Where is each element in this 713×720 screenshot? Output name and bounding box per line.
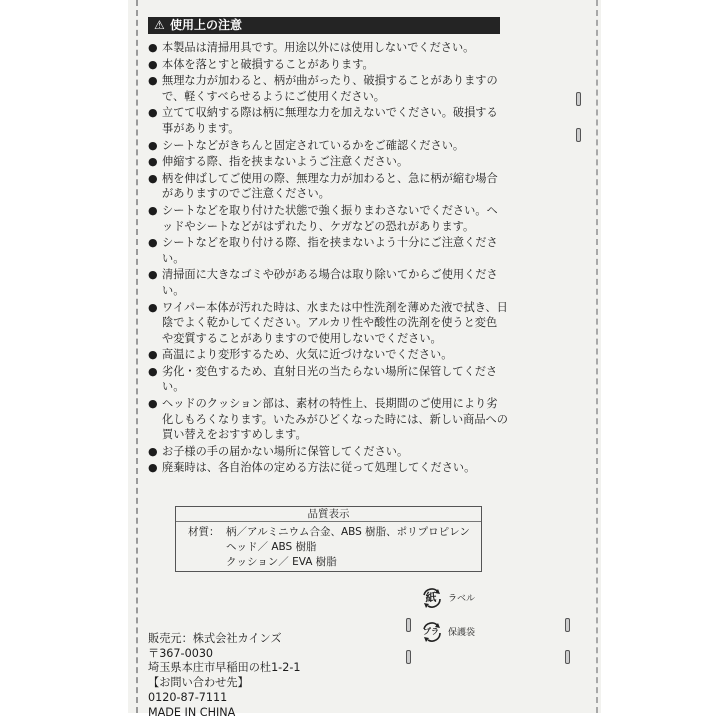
perforation-line-left: [136, 0, 138, 713]
caution-text: 廃棄時は、各自治体の定める方法に従って処理してください。: [162, 461, 476, 475]
inquiry-line: 【お問い合わせ先】: [148, 676, 249, 690]
bullet-icon: ●: [148, 461, 158, 475]
quality-label-box: [175, 506, 482, 572]
caution-item: [148, 460, 508, 476]
plastic-recycle-mark: [420, 620, 475, 642]
caution-text: ワイパー本体が汚れた時は、水または中性洗剤を薄めた液で拭き、日陰でよく乾かしてください。アルカリ性や酸性の洗剤を使うと変色や変質することがありますので使用しないでください。: [162, 300, 508, 345]
caution-text: 劣化・変色するため、直射日光の当たらない場所に保管してください。: [162, 364, 498, 394]
paper-mark-text: 紙: [425, 591, 437, 604]
bullet-icon: ●: [148, 138, 158, 152]
material-label: 材質：: [188, 526, 220, 538]
caution-item: [148, 40, 508, 56]
caution-item: [148, 57, 508, 73]
staple-mark: [406, 618, 411, 632]
bullet-icon: ●: [148, 397, 158, 411]
quality-body: [176, 522, 481, 570]
caution-text: 立てて収納する際は柄に無理な力を加えないでください。破損する事があります。: [162, 106, 498, 135]
bullet-icon: ●: [148, 444, 158, 458]
material-head: ヘッド／ ABS 樹脂: [226, 541, 317, 553]
staple-mark: [565, 650, 570, 664]
postal-line: 〒367-0030: [148, 646, 214, 660]
seller-line: 販売元：株式会社カインズ: [148, 632, 282, 645]
caution-item: [148, 235, 508, 266]
caution-text: 本体を落とすと破損することがあります。: [162, 57, 374, 71]
bullet-icon: ●: [148, 268, 158, 282]
manufacturer-info: [148, 632, 301, 720]
paper-recycle-mark: [420, 586, 475, 608]
bullet-icon: ●: [148, 171, 158, 185]
caution-text: 清掃面に大きなゴミや砂がある場合は取り除いてからご使用ください。: [162, 268, 498, 297]
paper-mark-label: ラベル: [448, 593, 476, 604]
material-cushion: クッション／ EVA 樹脂: [226, 556, 337, 568]
caution-text: ヘッドのクッション部は、素材の特性上、長期間のご使用により劣化しもろくなります。いたみがひどくなった時には、新しい商品への買い替えをおすすめします。: [162, 397, 508, 442]
caution-item: [148, 396, 508, 443]
caution-item: [148, 105, 508, 136]
caution-item: [148, 444, 508, 460]
bullet-icon: ●: [148, 41, 158, 54]
warning-icon: ⚠: [154, 18, 165, 32]
caution-item: [148, 154, 508, 170]
bullet-icon: ●: [148, 74, 158, 88]
caution-text: シートなどがきちんと固定されているかをご確認ください。: [162, 138, 465, 152]
origin-line: MADE IN CHINA: [148, 705, 236, 719]
address-line: 埼玉県本庄市早稲田の杜1-2-1: [148, 661, 301, 675]
bullet-icon: ●: [148, 348, 158, 362]
caution-text: シートなどを取り付ける際、指を挟まないよう十分にご注意ください。: [162, 236, 498, 265]
bullet-icon: ●: [148, 57, 158, 71]
phone-line: 0120-87-7111: [148, 690, 228, 704]
staple-mark: [576, 92, 581, 106]
caution-list: [148, 40, 508, 477]
caution-text: 柄を伸ばしてご使用の際、無理な力が加わると、急に柄が縮む場合がありますのでご注意ください。: [162, 171, 498, 201]
bullet-icon: ●: [148, 155, 158, 169]
staple-mark: [565, 618, 570, 632]
caution-item: [148, 267, 508, 298]
caution-item: [148, 347, 508, 363]
caution-item: [148, 203, 508, 234]
material-row: [188, 525, 481, 540]
caution-item: [148, 171, 508, 202]
caution-text: お子様の手の届かない場所に保管してください。: [162, 444, 409, 458]
quality-title: 品質表示: [176, 507, 481, 522]
plastic-mark-label: 保護袋: [448, 627, 476, 638]
bullet-icon: ●: [148, 300, 158, 314]
caution-text: シートなどを取り付けた状態で強く振りまわさないでください。ヘッドやシートなどがはずれたり、ケガなどの恐れがあります。: [162, 203, 498, 233]
caution-text: 本製品は清掃用具です。用途以外には使用しないでください。: [162, 41, 475, 54]
caution-title: 使用上の注意: [170, 18, 243, 32]
caution-text: 伸縮する際、指を挟まないようご注意ください。: [162, 155, 409, 169]
caution-header: [148, 17, 500, 34]
caution-item: [148, 300, 508, 347]
plastic-mark-text: プラ: [423, 626, 439, 636]
bullet-icon: ●: [148, 236, 158, 250]
bullet-icon: ●: [148, 364, 158, 378]
caution-item: [148, 138, 508, 154]
staple-mark: [576, 128, 581, 142]
caution-item: [148, 73, 508, 104]
bullet-icon: ●: [148, 106, 158, 120]
bullet-icon: ●: [148, 203, 158, 217]
caution-text: 高温により変形するため、火気に近づけないでください。: [162, 348, 453, 362]
staple-mark: [406, 650, 411, 664]
caution-text: 無理な力が加わると、柄が曲がったり、破損することがありますので、軽くすべらせるようにご使用ください。: [162, 74, 498, 103]
caution-item: [148, 364, 508, 395]
perforation-line-right: [596, 0, 598, 713]
material-handle: 柄／アルミニウム合金、ABS 樹脂、ポリプロピレン: [226, 526, 470, 538]
